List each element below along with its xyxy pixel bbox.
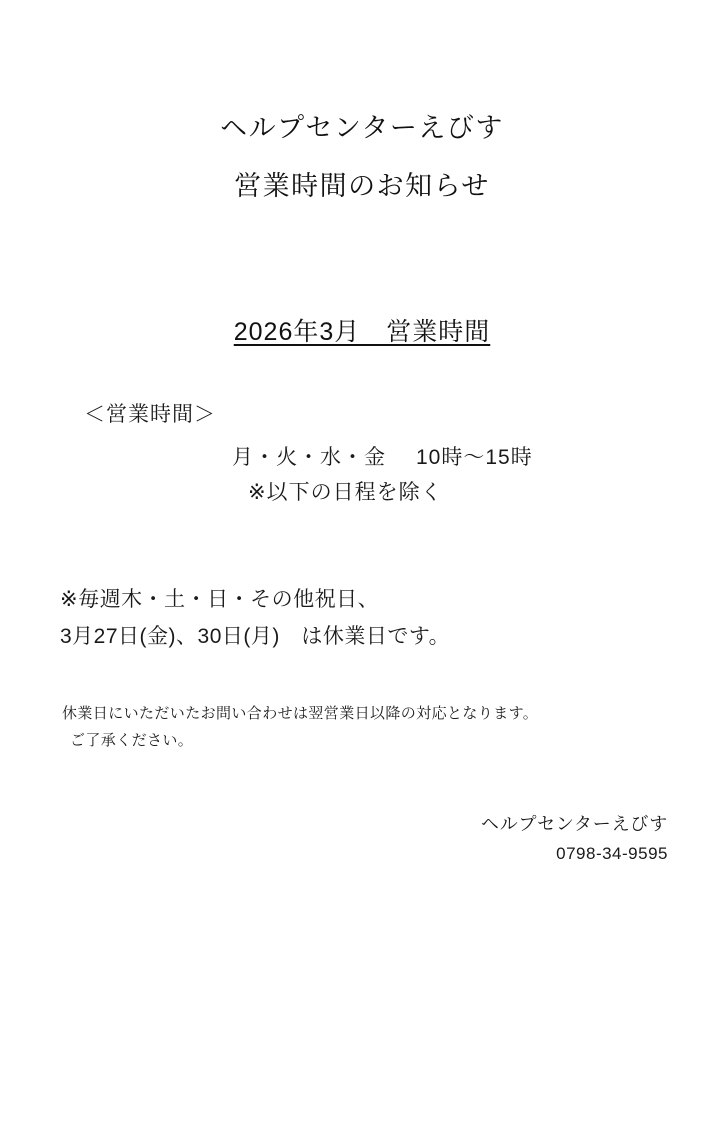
- fineprint-line-2: ご了承ください。: [70, 731, 194, 749]
- page-title-line-1: ヘルプセンターえびす: [220, 113, 504, 143]
- month-heading-text: 2026年3月 営業時間: [233, 317, 491, 346]
- business-hours-time: 10時～15時: [416, 445, 533, 469]
- fineprint-line-1: 休業日にいただいたお問い合わせは翌営業日以降の対応となります。: [62, 704, 539, 722]
- business-hours-detail: [232, 440, 724, 477]
- month-heading: [0, 312, 724, 348]
- page-title-line-2: 営業時間のお知らせ: [234, 170, 490, 201]
- document-page: [0, 108, 724, 1132]
- fineprint-block: [62, 700, 724, 754]
- signature-block: [0, 810, 668, 868]
- closed-days-block: [60, 582, 724, 656]
- closed-days-line-2: 3月27日(金)、30日(月) は休業日です。: [60, 625, 451, 649]
- document-title-block: [0, 108, 724, 208]
- signature-name: ヘルプセンターえびす: [480, 813, 668, 834]
- business-hours-note: ※以下の日程を除く: [248, 481, 443, 505]
- closed-days-line-1: ※毎週木・土・日・その他祝日、: [60, 588, 380, 612]
- business-hours-days: 月・火・水・金: [232, 445, 386, 469]
- signature-phone: 0798-34-9595: [556, 843, 668, 863]
- business-hours-label: ＜営業時間＞: [84, 402, 216, 426]
